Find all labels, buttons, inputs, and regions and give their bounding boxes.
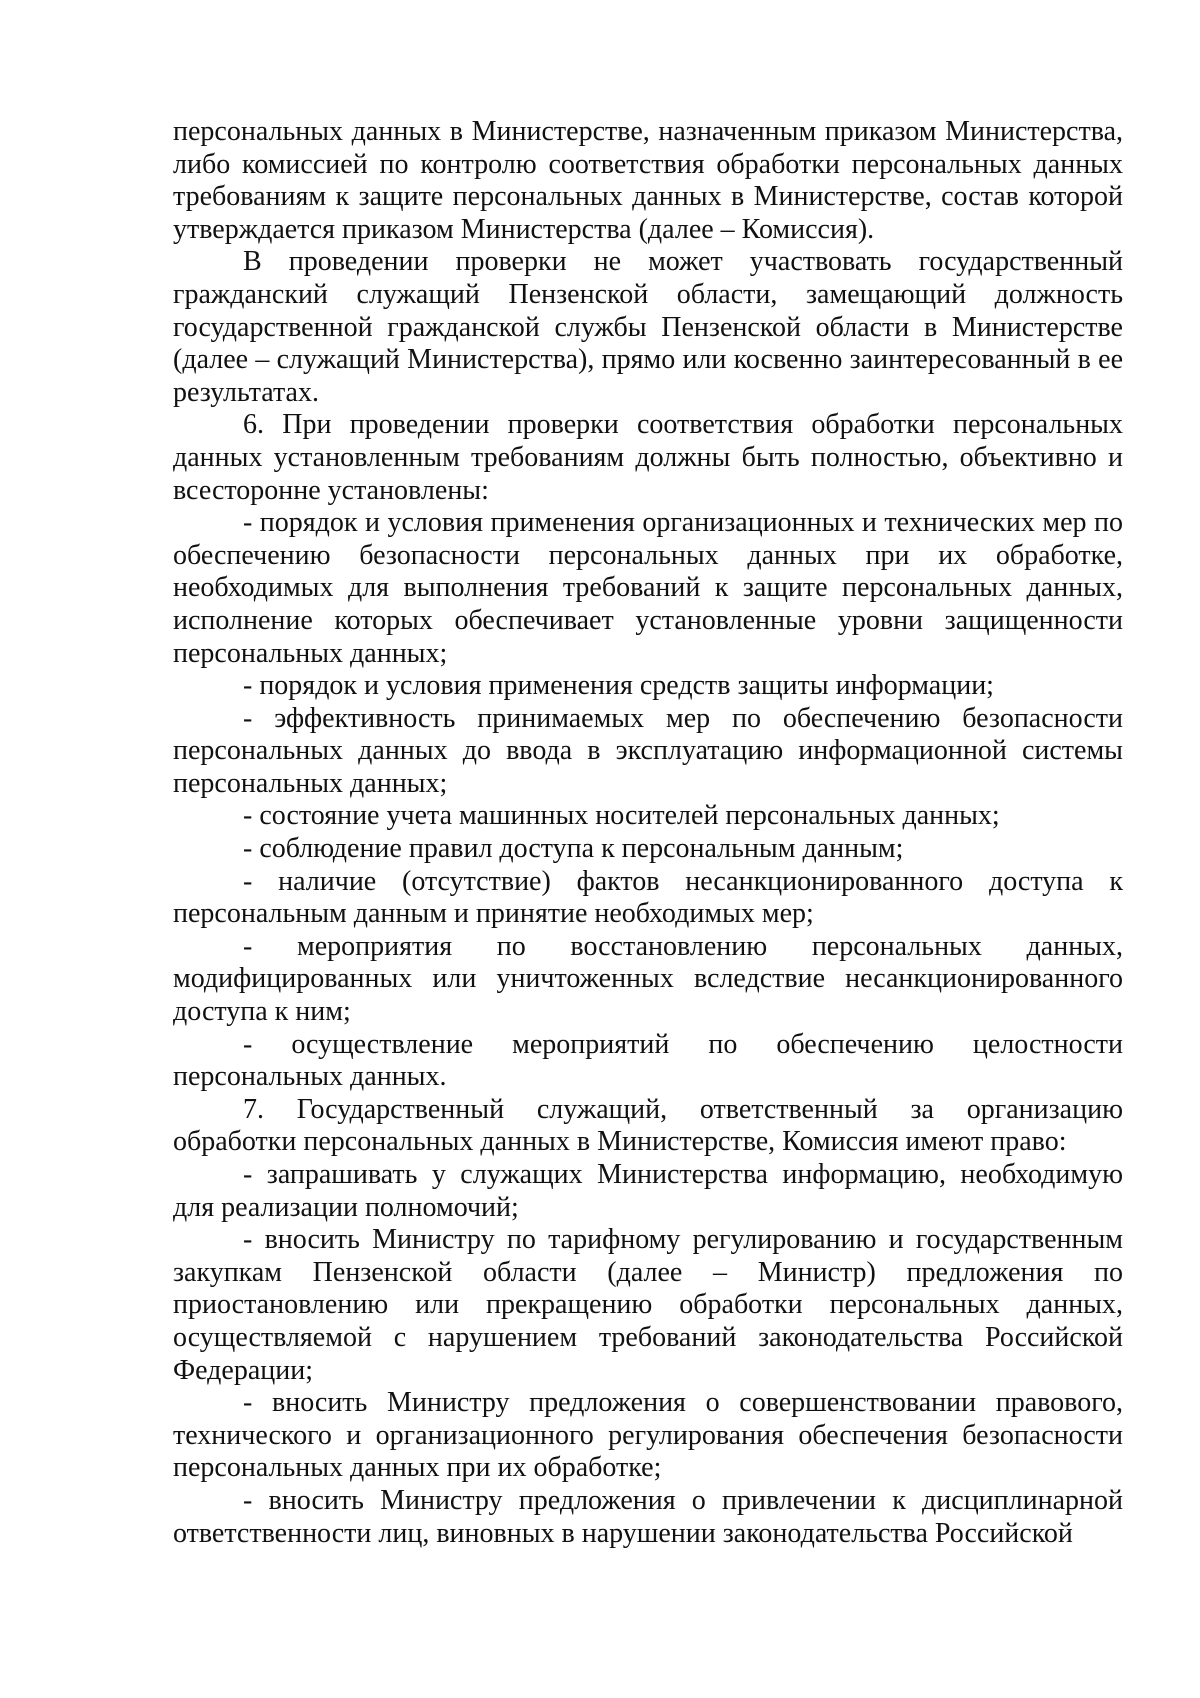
list-item: - наличие (отсутствие) фактов несанкционированного доступа к персональным данным и принятие необходимых мер; (173, 865, 1123, 930)
list-item: - запрашивать у служащих Министерства информацию, необходимую для реализации полномочий; (173, 1159, 1123, 1223)
list-item: - вносить Министру предложения о совершенствовании правового, технического и организационного регулирования обеспечения безопасности персональных данных при их обработке; (173, 1387, 1123, 1484)
list-item: - вносить Министру предложения о привлечении к дисциплинарной ответственности лиц, виновных в нарушении законодательства Российской (173, 1484, 1123, 1549)
paragraph-inspection-exclusion: В проведении проверки не может участвовать государственный гражданский служащий Пензенской области, замещающий должность государственной гражданской службы Пензенской области в Министерстве (далее – служащий Министерства), прямо или косвенно заинтересованный в ее результатах. (173, 246, 1123, 408)
document-page (173, 116, 1123, 1550)
list-item: - мероприятия по восстановлению персональных данных, модифицированных или уничтоженных вследствие несанкционированного доступа к ним; (173, 930, 1123, 1028)
list-item: - порядок и условия применения организационных и технических мер по обеспечению безопасности персональных данных при их обработке, необходимых для выполнения требований к защите персональных данных, исполнение которых обеспечивает установленные уровни защищенности персональных данных; (173, 507, 1123, 669)
list-item: - состояние учета машинных носителей персональных данных; (243, 800, 1000, 832)
paragraph-item-6: 6. При проведении проверки соответствия обработки персональных данных установленным требованиям должны быть полностью, объективно и всесторонне установлены: (173, 409, 1123, 506)
list-item: - эффективность принимаемых мер по обеспечению безопасности персональных данных до ввода в эксплуатацию информационной системы персональных данных; (173, 702, 1123, 799)
list-item: - порядок и условия применения средств защиты информации; (243, 670, 994, 702)
paragraph-item-7: 7. Государственный служащий, ответственный за организацию обработки персональных данных в Министерстве, Комиссия имеют право: (173, 1093, 1123, 1158)
list-item: - осуществление мероприятий по обеспечению целостности персональных данных. (173, 1028, 1123, 1093)
list-item: - соблюдение правил доступа к персональным данным; (243, 833, 904, 865)
paragraph-continuation: персональных данных в Министерстве, назначенным приказом Министерства, либо комиссией по контролю соответствия обработки персональных данных требованиям к защите персональных данных в Министерстве, состав которой утверждается приказом Министерства (далее – Комиссия). (173, 116, 1123, 245)
list-item: - вносить Министру по тарифному регулированию и государственным закупкам Пензенской области (далее – Министр) предложения по приостановлению или прекращению обработки персональных данных, осуществляемой с нарушением требований законодательства Российской Федерации; (173, 1224, 1123, 1386)
